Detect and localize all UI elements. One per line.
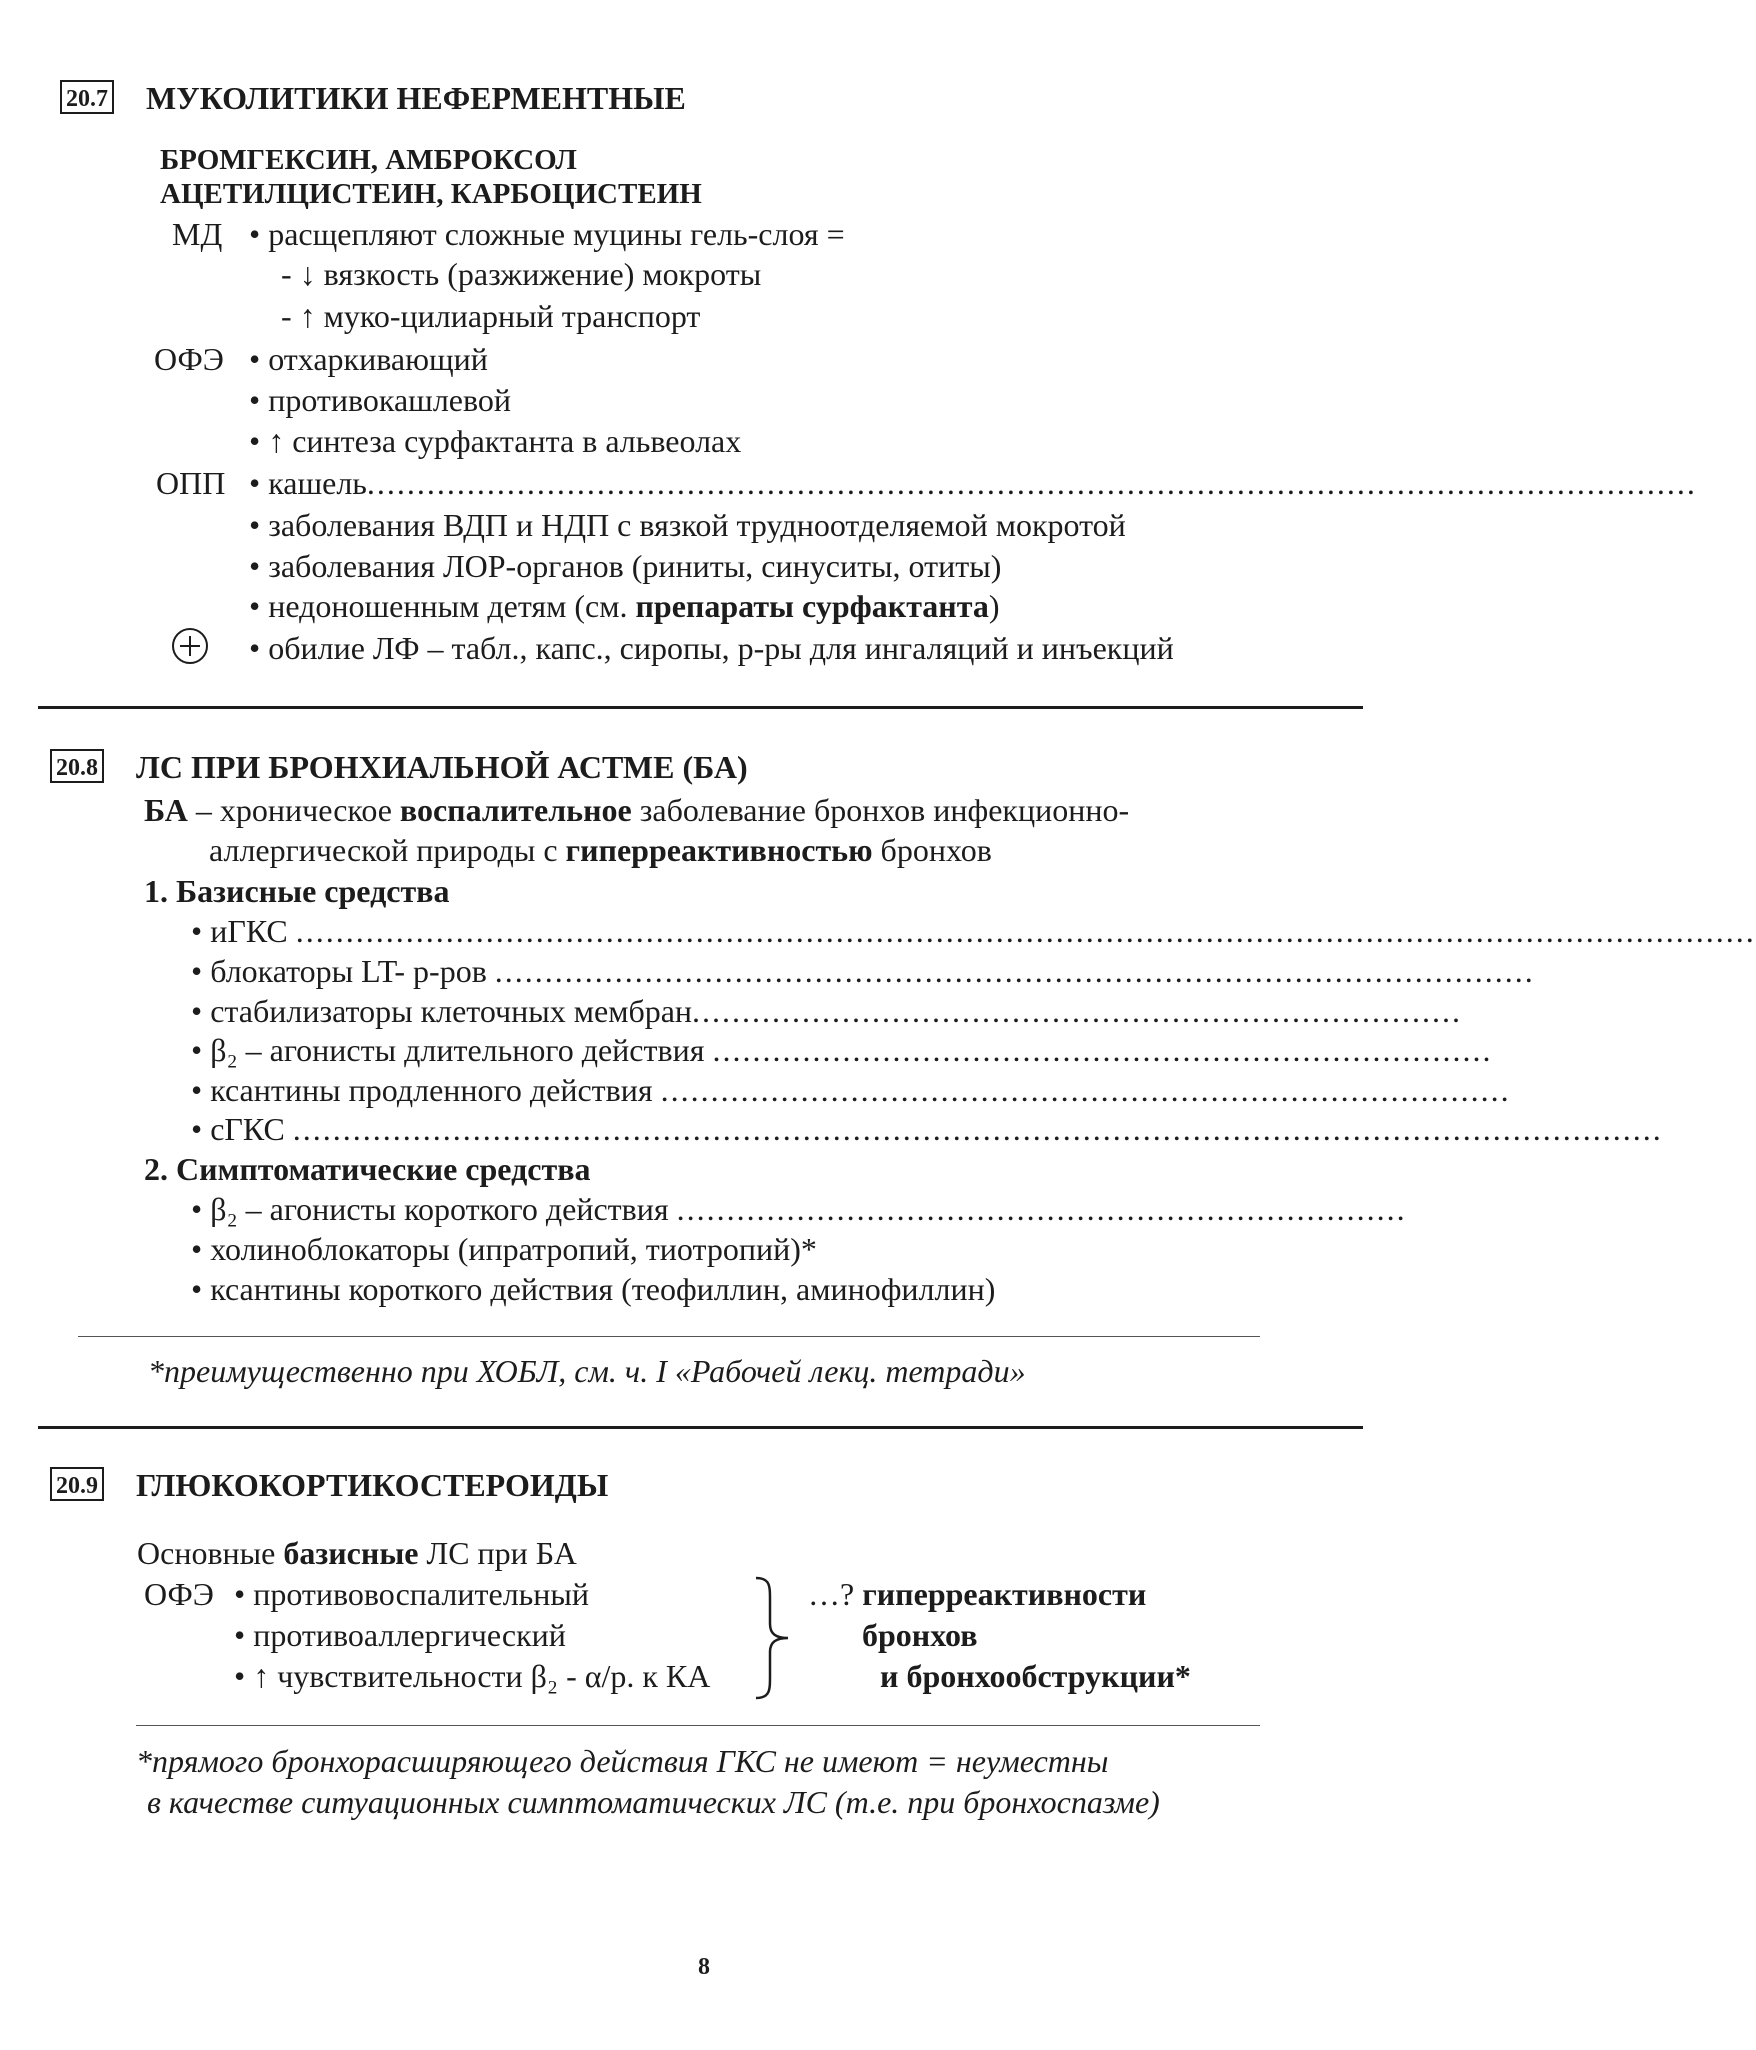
basic-item-2: • блокаторы LT- р-ров ........................................................................................................ bbox=[191, 953, 1535, 989]
intro-line: Основные базисные ЛС при БА bbox=[137, 1535, 577, 1571]
definition-line-1: БА – хроническое воспалительное заболевание бронхов инфекционно- bbox=[144, 792, 1130, 828]
basic-item-4: • β₂ – агонисты длительного действия .............................................................................. bbox=[191, 1032, 1493, 1068]
page-number: 8 bbox=[698, 1954, 710, 1980]
basic-item-1: • иГКС .................................................................................................................................................. bbox=[191, 913, 1756, 949]
md-item-2: - ↓ вязкость (разжижение) мокроты bbox=[281, 256, 762, 292]
section-title-20-7: МУКОЛИТИКИ НЕФЕРМЕНТНЫЕ bbox=[146, 80, 686, 116]
drug-list-line-1: БРОМГЕКСИН, АМБРОКСОЛ bbox=[160, 144, 577, 176]
footnote-20-9-line-1: *прямого бронхорасширяющего действия ГКС не имеют = неуместны bbox=[136, 1743, 1109, 1779]
footnote-20-8: *преимущественно при ХОБЛ, см. ч. I «Рабочей лекц. тетради» bbox=[148, 1353, 1026, 1389]
basic-item-6: • сГКС ......................................................................................................................................... bbox=[191, 1111, 1663, 1147]
footnote-20-9-line-2: в качестве ситуационных симптоматических ЛС (т.е. при бронхоспазме) bbox=[147, 1784, 1160, 1820]
opp-item-2: • заболевания ВДП и НДП с вязкой трудноотделяемой мокротой bbox=[249, 507, 1126, 543]
ofe-item-1: • отхаркивающий bbox=[249, 341, 488, 377]
advantage-item: • обилие ЛФ – табл., капс., сиропы, р-ры для ингаляций и инъекций bbox=[249, 630, 1174, 666]
result-line-2: бронхов bbox=[862, 1617, 978, 1653]
drug-list-line-2: АЦЕТИЛЦИСТЕИН, КАРБОЦИСТЕИН bbox=[160, 178, 702, 210]
footnote-divider bbox=[136, 1725, 1260, 1726]
section-number-20-8: 20.8 bbox=[50, 749, 104, 783]
section-number-20-7: 20.7 bbox=[60, 80, 114, 114]
symptomatic-item-1: • β₂ – агонисты короткого действия ......................................................................... bbox=[191, 1191, 1407, 1227]
ofe-label: ОФЭ bbox=[144, 1576, 214, 1612]
opp-label: ОПП bbox=[156, 465, 226, 501]
effect-item-1: • противовоспалительный bbox=[234, 1576, 589, 1612]
symptomatic-item-3: • ксантины короткого действия (теофиллин, аминофиллин) bbox=[191, 1271, 996, 1307]
basic-item-5: • ксантины продленного действия ..................................................................................... bbox=[191, 1072, 1511, 1108]
section-number-20-9: 20.9 bbox=[50, 1467, 104, 1501]
plus-circle-icon bbox=[172, 628, 208, 664]
footnote-divider bbox=[78, 1336, 1260, 1337]
md-item-3: - ↑ муко-цилиарный транспорт bbox=[281, 298, 701, 334]
ofe-item-2: • противокашлевой bbox=[249, 382, 511, 418]
basic-heading: 1. Базисные средства bbox=[144, 873, 450, 909]
section-title-20-8: ЛС ПРИ БРОНХИАЛЬНОЙ АСТМЕ (БА) bbox=[136, 749, 748, 785]
symptomatic-heading: 2. Симптоматические средства bbox=[144, 1151, 591, 1187]
effect-item-3: • ↑ чувствительности β₂ - α/р. к КА bbox=[234, 1658, 711, 1694]
opp-item-4: • недоношенным детям (см. препараты сурфактанта) bbox=[249, 588, 1000, 624]
effect-item-2: • противоаллергический bbox=[234, 1617, 566, 1653]
basic-item-3: • стабилизаторы клеточных мембран............................................................................. bbox=[191, 993, 1463, 1029]
ofe-label: ОФЭ bbox=[154, 341, 224, 377]
section-title-20-9: ГЛЮКОКОРТИКОСТЕРОИДЫ bbox=[136, 1467, 609, 1503]
definition-line-2: аллергической природы с гиперреактивностью бронхов bbox=[209, 832, 992, 868]
opp-item-3: • заболевания ЛОР-органов (риниты, синуситы, отиты) bbox=[249, 548, 1002, 584]
ofe-item-3: • ↑ синтеза сурфактанта в альвеолах bbox=[249, 423, 742, 459]
symptomatic-item-2: • холиноблокаторы (ипратропий, тиотропий)* bbox=[191, 1231, 817, 1267]
section-divider bbox=[38, 1426, 1363, 1429]
md-item-1: • расщепляют сложные муцины гель-слоя = bbox=[249, 216, 845, 252]
result-line-1: …? гиперреактивности bbox=[808, 1576, 1147, 1612]
opp-item-1: • кашель..................................................................................................................................... bbox=[249, 465, 1697, 501]
result-line-3: и бронхообструкции* bbox=[880, 1658, 1191, 1694]
section-divider bbox=[38, 706, 1363, 709]
md-label: МД bbox=[172, 216, 223, 252]
right-brace-icon bbox=[752, 1576, 794, 1700]
